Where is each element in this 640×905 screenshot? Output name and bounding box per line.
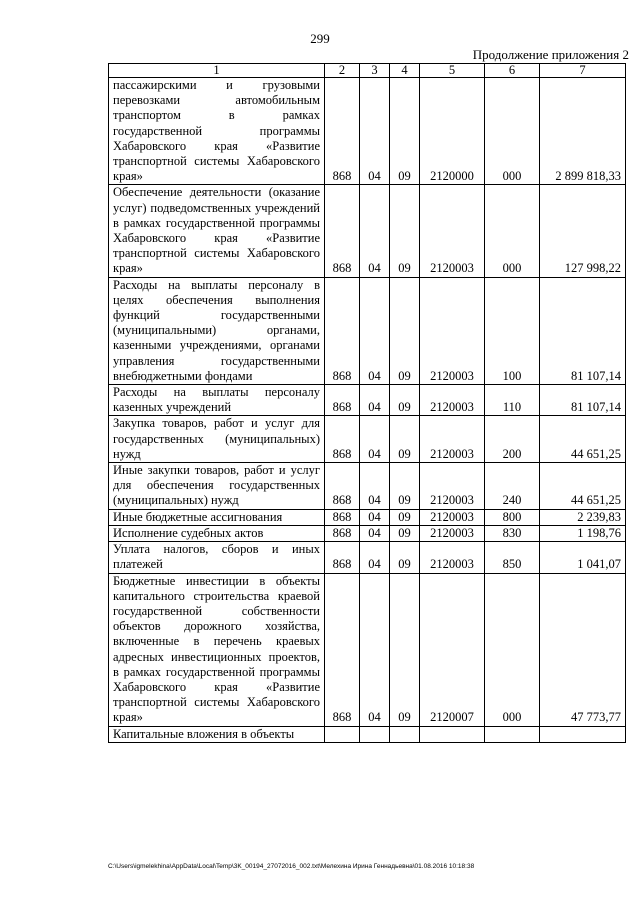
col-6-value: 100 [485,277,540,384]
row-name: Бюджетные инвестиции в объекты капитального строительства краевой государственной собственности объектов дорожного хозяйства, включенные в перечень краевых адресных инвестиционных проектов, в рамках государственной программы Хабаровского края «Развитие транспортной системы Хабаровского края» [109,573,325,726]
table-row [109,463,626,510]
col-4-value: 09 [390,542,420,573]
amount-value: 47 773,77 [540,573,626,726]
col-5-value: 2120003 [420,525,485,541]
col-2-value: 868 [325,509,360,525]
table-row [109,277,626,384]
col-3-value: 04 [360,416,390,463]
page-number: 299 [310,31,330,46]
row-name: Иные закупки товаров, работ и услуг для обеспечения государственных (муниципальных) нужд [109,463,325,510]
amount-value: 2 239,83 [540,509,626,525]
table-row [109,509,626,525]
appendix-continuation-label: Продолжение приложения 2 [472,47,629,62]
col-6-value: 830 [485,525,540,541]
header-cell: 2 [325,64,360,78]
table-header-row [109,64,626,78]
col-5-value: 2120003 [420,385,485,416]
header-cell: 5 [420,64,485,78]
table-row [109,78,626,185]
col-3-value: 04 [360,463,390,510]
col-2-value: 868 [325,463,360,510]
table-body [109,78,626,743]
col-6-value: 000 [485,185,540,277]
col-6-value [485,726,540,742]
row-name: Закупка товаров, работ и услуг для государственных (муниципальных) нужд [109,416,325,463]
col-6-value: 800 [485,509,540,525]
header-cell: 7 [540,64,626,78]
table-row [109,726,626,742]
col-6-value: 110 [485,385,540,416]
col-3-value: 04 [360,542,390,573]
amount-value [540,726,626,742]
col-6-value: 240 [485,463,540,510]
row-name: Уплата налогов, сборов и иных платежей [109,542,325,573]
col-3-value [360,726,390,742]
amount-value: 44 651,25 [540,416,626,463]
amount-value: 44 651,25 [540,463,626,510]
header-cell: 6 [485,64,540,78]
col-4-value: 09 [390,277,420,384]
col-5-value: 2120003 [420,416,485,463]
col-4-value: 09 [390,509,420,525]
col-6-value: 000 [485,78,540,185]
col-3-value: 04 [360,185,390,277]
col-6-value: 000 [485,573,540,726]
amount-value: 1 198,76 [540,525,626,541]
col-5-value [420,726,485,742]
table-row [109,525,626,541]
col-6-value: 850 [485,542,540,573]
col-4-value: 09 [390,463,420,510]
col-2-value: 868 [325,573,360,726]
header-cell: 3 [360,64,390,78]
col-5-value: 2120003 [420,542,485,573]
row-name: Обеспечение деятельности (оказание услуг) подведомственных учреждений в рамках государственной программы Хабаровского края «Развитие транспортной системы Хабаровского края» [109,185,325,277]
row-name: Капитальные вложения в объекты [109,726,325,742]
col-4-value: 09 [390,185,420,277]
col-3-value: 04 [360,525,390,541]
col-2-value: 868 [325,525,360,541]
amount-value: 81 107,14 [540,277,626,384]
amount-value: 2 899 818,33 [540,78,626,185]
col-4-value: 09 [390,525,420,541]
col-5-value: 2120003 [420,463,485,510]
col-2-value: 868 [325,416,360,463]
col-3-value: 04 [360,78,390,185]
col-4-value: 09 [390,78,420,185]
table-row [109,185,626,277]
header-cell: 1 [109,64,325,78]
col-2-value: 868 [325,78,360,185]
row-name: Расходы на выплаты персоналу в целях обеспечения выполнения функций государственными (муниципальными) органами, казенными учреждениями, органами управления государственными внебюджетными фондами [109,277,325,384]
col-3-value: 04 [360,385,390,416]
col-2-value [325,726,360,742]
col-3-value: 04 [360,573,390,726]
col-2-value: 868 [325,385,360,416]
table-row [109,573,626,726]
col-5-value: 2120003 [420,509,485,525]
col-3-value: 04 [360,509,390,525]
col-4-value [390,726,420,742]
col-3-value: 04 [360,277,390,384]
table-row [109,416,626,463]
col-4-value: 09 [390,385,420,416]
col-6-value: 200 [485,416,540,463]
budget-table [108,63,626,743]
amount-value: 81 107,14 [540,385,626,416]
amount-value: 127 998,22 [540,185,626,277]
col-5-value: 2120007 [420,573,485,726]
col-2-value: 868 [325,185,360,277]
col-5-value: 2120000 [420,78,485,185]
file-path-footer: C:\Users\igmelekhina\AppData\Local\Temp\3K_00194_27072016_002.txt\Мелехина Ирина Геннадьевна\01.08.2016 10:18:38 [108,863,475,870]
col-2-value: 868 [325,277,360,384]
row-name: Исполнение судебных актов [109,525,325,541]
row-name: Иные бюджетные ассигнования [109,509,325,525]
amount-value: 1 041,07 [540,542,626,573]
header-cell: 4 [390,64,420,78]
table-row [109,385,626,416]
row-name: пассажирскими и грузовыми перевозками автомобильным транспортом в рамках государственной программы Хабаровского края «Развитие транспортной системы Хабаровского края» [109,78,325,185]
col-4-value: 09 [390,573,420,726]
col-4-value: 09 [390,416,420,463]
col-2-value: 868 [325,542,360,573]
col-5-value: 2120003 [420,277,485,384]
row-name: Расходы на выплаты персоналу казенных учреждений [109,385,325,416]
table-row [109,542,626,573]
col-5-value: 2120003 [420,185,485,277]
